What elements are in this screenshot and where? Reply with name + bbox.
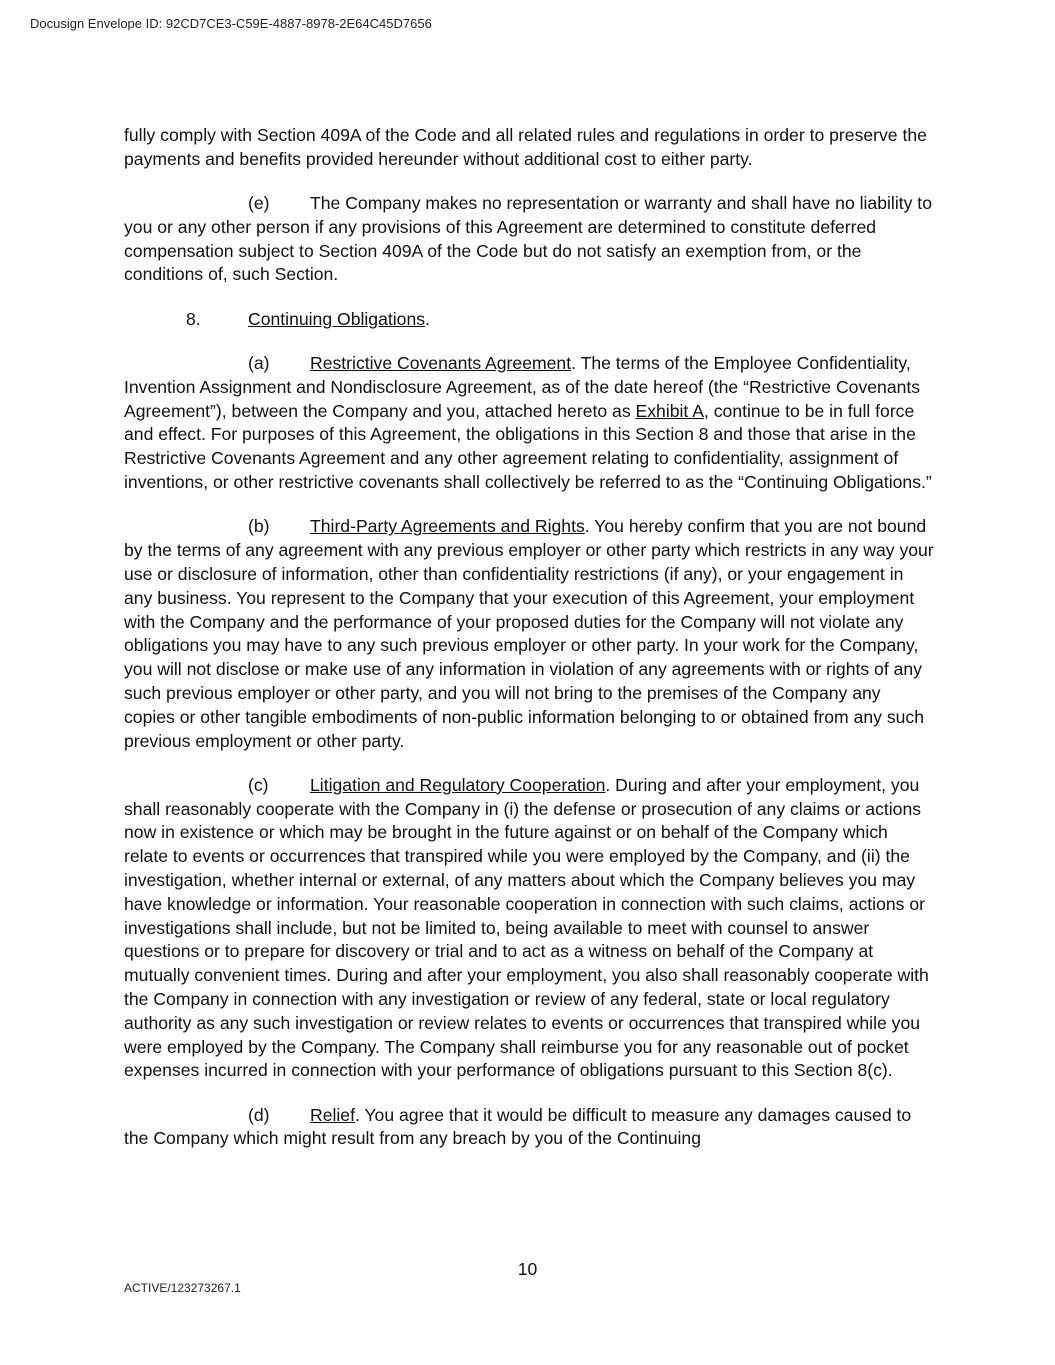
- paragraph-e-text: The Company makes no representation or warranty and shall have no liability to you or any other person if any provisions of this Agreement are determined to constitute deferred compensation subject to Section 409A of the Code but do not satisfy an exemption from, or the conditions of, such Section.: [124, 193, 932, 285]
- paragraph-a-label: (a): [248, 353, 270, 374]
- envelope-id: Docusign Envelope ID: 92CD7CE3-C59E-4887-8978-2E64C45D7656: [30, 16, 432, 31]
- section-8-number: 8.: [186, 308, 201, 329]
- paragraph-a-text-2: , continue to be in full force and effect. For purposes of this Agreement, the obligations in this Section 8 and those that arise in the Restrictive Covenants Agreement and any other agreement relating to confidentiality, assignment of inventions, or other restrictive covenants shall collectively be referred to as the “Continuing Obligations.”: [124, 400, 932, 493]
- paragraph-e-label: (e): [248, 193, 270, 214]
- paragraph-c-text: . During and after your employment, you shall reasonably cooperate with the Company in (i) the defense or prosecution of any claims or actions now in existence or which may be brought in the future against or on behalf of the Company which relate to events or occurrences that transpired while you were employed by the Company, and (ii) the investigation, whether internal or external, of any matters about which the Company believes you may have knowledge or information. Your reasonable cooperation in connection with such claims, actions or investigations shall include, but not be limited to, being available to meet with counsel to answer questions or to prepare for discovery or trial and to act as a witness on behalf of the Company at mutually convenient times. During and after your employment, you also shall reasonably cooperate with the Company in connection with any investigation or review of any federal, state or local regulatory authority as any such investigation or review relates to events or occurrences that transpired while you were employed by the Company. The Company shall reimburse you for any reasonable out of pocket expenses incurred in connection with your performance of obligations pursuant to this Section 8(c).: [124, 774, 929, 1081]
- section-8-title-suffix: .: [425, 308, 430, 329]
- paragraph-d: [124, 1104, 934, 1152]
- paragraph-intro: [124, 124, 934, 172]
- paragraph-b-heading: Third-Party Agreements and Rights: [310, 516, 585, 537]
- paragraph-a-text-1: . The terms of the Employee Confidentiality, Invention Assignment and Nondisclosure Agreement, as of the date hereof (the “Restrictive Covenants Agreement”), between the Company and you, attached hereto as: [124, 353, 921, 421]
- paragraph-a-heading: Restrictive Covenants Agreement: [310, 353, 572, 374]
- document-id: ACTIVE/123273267.1: [124, 1281, 241, 1295]
- paragraph-intro-text: fully comply with Section 409A of the Code and all related rules and regulations in order to preserve the payments and benefits provided hereunder without additional cost to either party.: [124, 125, 927, 169]
- page-number: 10: [517, 1259, 538, 1279]
- paragraph-d-label: (d): [248, 1104, 270, 1125]
- paragraph-d-text: . You agree that it would be difficult to measure any damages caused to the Company which might result from any breach by you of the Continuing: [124, 1104, 912, 1149]
- paragraph-d-heading: Relief: [310, 1104, 355, 1125]
- paragraph-b-text: . You hereby confirm that you are not bound by the terms of any agreement with any previous employer or other party which restricts in any way your use or disclosure of information, other than confidentiality restrictions (if any), or your engagement in any business. You represent to the Company that your execution of this Agreement, your employment with the Company and the performance of your proposed duties for the Company will not violate any obligations you may have to any such previous employer or other party. In your work for the Company, you will not disclose or make use of any information in violation of any agreements with or rights of any such previous employer or other party, and you will not bring to the premises of the Company any copies or other tangible embodiments of non-public information belonging to or obtained from any such previous employment or other party.: [124, 516, 934, 751]
- paragraph-e: [124, 192, 934, 287]
- section-8-heading: [124, 308, 934, 332]
- document-body: [124, 124, 934, 1172]
- paragraph-b-label: (b): [248, 516, 270, 537]
- paragraph-b: [124, 515, 934, 753]
- paragraph-c: [124, 774, 934, 1083]
- section-8-title: Continuing Obligations: [248, 308, 426, 329]
- paragraph-c-label: (c): [248, 774, 269, 795]
- exhibit-a-reference: Exhibit A: [635, 400, 704, 421]
- paragraph-c-heading: Litigation and Regulatory Cooperation: [310, 774, 606, 795]
- paragraph-a: [124, 352, 934, 495]
